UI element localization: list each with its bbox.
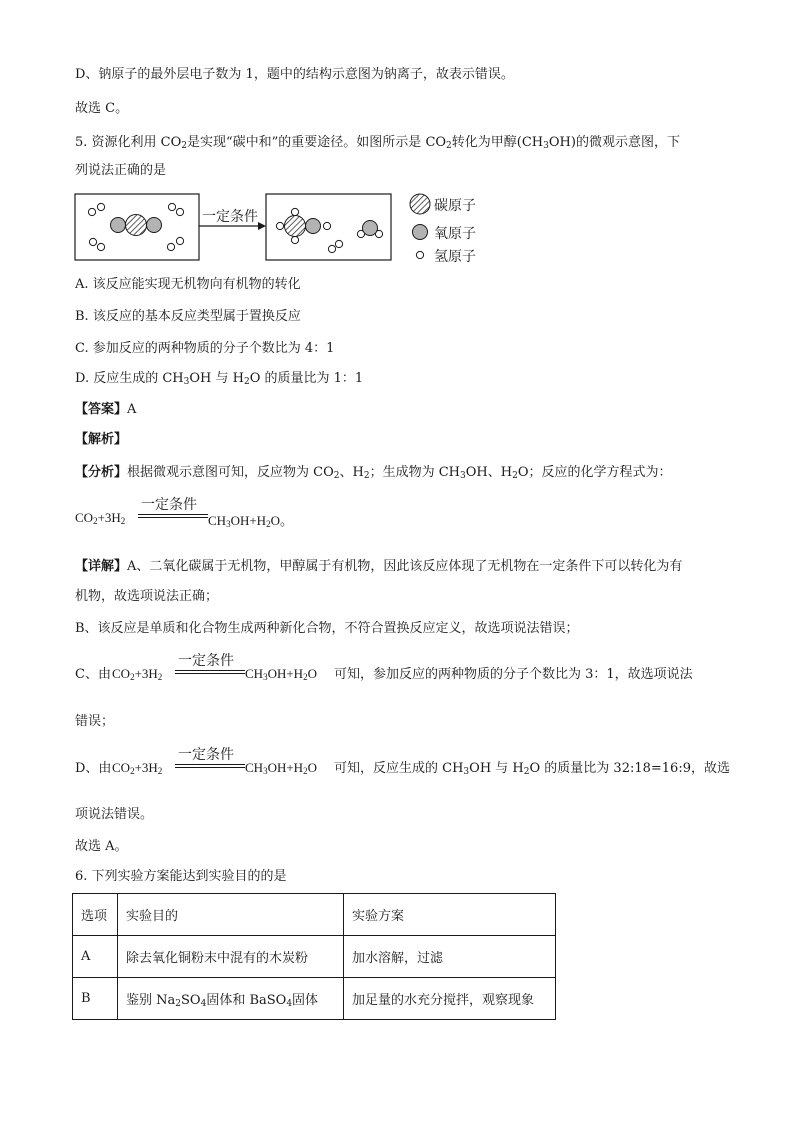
- legend-hydrogen-label: 氢原子: [434, 249, 476, 265]
- hydrogen-atom-icon: [328, 245, 335, 252]
- chemical-equation-c: $CO_2+3H_2$ 一定条件 $CH_3OH+H_2O$: [112, 654, 317, 682]
- cell-option: A: [73, 936, 118, 978]
- analysis-heading: 【解析】: [75, 432, 128, 447]
- detail-d-prefix: D、由: [75, 761, 112, 776]
- question-5-stem: 5. 资源化利用 $CO_2$是实现“碳中和”的重要途径。如图所示是 $CO_2$转化为甲醇$(CH_3OH)$的微观示意图，下: [75, 135, 680, 151]
- hydrogen-atom-icon: [88, 208, 95, 215]
- option-c: C. 参加反应的两种物质的分子个数比为 4：1: [75, 341, 335, 356]
- hydrogen-atom-icon: [291, 208, 298, 215]
- question-6-stem: 6. 下列实验方案能达到实验目的的是: [75, 869, 287, 884]
- legend-oxygen-label: 氧原子: [434, 226, 476, 242]
- option-b: B. 该反应的基本反应类型属于置换反应: [75, 309, 301, 324]
- hydrogen-atom-icon: [291, 236, 298, 243]
- fenxi-line: 【分析】根据微观示意图可知，反应物为 $CO_2$、$H_2$；生成物为 $CH_3OH$、$H_2O$；反应的化学方程式为：: [75, 465, 672, 481]
- header-option: 选项: [73, 894, 118, 936]
- oxygen-atom-icon: [363, 221, 378, 236]
- answer: 【答案】A: [75, 402, 137, 417]
- hydrogen-atom-icon: [416, 251, 423, 258]
- oxygen-atom-icon: [413, 225, 428, 240]
- hydrogen-atom-icon: [176, 208, 183, 215]
- header-plan: 实验方案: [344, 894, 556, 936]
- header-purpose: 实验目的: [118, 894, 344, 936]
- hydrogen-atom-icon: [97, 243, 104, 250]
- arrow-condition-label: 一定条件: [202, 209, 258, 225]
- table-row: [73, 978, 556, 1020]
- hydrogen-atom-icon: [176, 237, 183, 244]
- detail-d-suffix: 可知，反应生成的 $CH_3OH$ 与 $H_2O$ 的质量比为 32:18=16:9，故选: [334, 761, 730, 777]
- detail-c-suffix: 可知，参加反应的两种物质的分子个数比为 3：1，故选项说法: [334, 667, 693, 682]
- detail-a-line2: 机物，故选项说法正确；: [75, 589, 219, 604]
- option-d-explanation: D、钠原子的最外层电子数为 1，题中的结构示意图为钠离子，故表示错误。: [75, 67, 514, 82]
- detail-c-prefix: C、由: [75, 667, 111, 682]
- hydrogen-atom-icon: [335, 240, 342, 247]
- hydrogen-atom-icon: [97, 203, 104, 210]
- arrow-head-icon: [258, 222, 266, 230]
- oxygen-atom-icon: [111, 218, 126, 233]
- detail-a-line1: 【详解】A、二氧化碳属于无机物，甲醇属于有机物，因此该反应体现了无机物在一定条件下可以转化为有: [75, 559, 683, 574]
- chemical-equation-d: $CO_2+3H_2$ 一定条件 $CH_3OH+H_2O$: [112, 748, 317, 776]
- cell-option: B: [73, 978, 118, 1020]
- hydrogen-atom-icon: [89, 238, 96, 245]
- cell-purpose: 除去氧化铜粉末中混有的木炭粉: [118, 936, 344, 978]
- detail-b: B、该反应是单质和化合物生成两种新化合物，不符合置换反应定义，故选项说法错误；: [75, 621, 579, 636]
- chemical-equation: $CO_2+3H_2$ 一定条件 $CH_3OH+H_2O$。: [75, 498, 293, 529]
- legend-icons: [406, 190, 436, 265]
- legend-carbon-label: 碳原子: [434, 198, 476, 214]
- cell-purpose: 鉴别 $Na_2SO_4$固体和 BaSO$_4$固体: [118, 978, 344, 1020]
- cell-plan: 加水溶解，过滤: [344, 936, 556, 978]
- hydrogen-atom-icon: [168, 203, 175, 210]
- choose-c: 故选 C。: [75, 101, 129, 116]
- hydrogen-atom-icon: [167, 243, 174, 250]
- experiment-table: [72, 893, 556, 1020]
- hydrogen-atom-icon: [323, 222, 330, 229]
- oxygen-atom-icon: [147, 218, 162, 233]
- oxygen-atom-icon: [306, 219, 321, 234]
- question-5-stem-line2: 列说法正确的是: [75, 163, 167, 178]
- cell-plan: 加足量的水充分搅拌，观察现象: [344, 978, 556, 1020]
- option-d: D. 反应生成的 $CH_3OH$ 与 $H_2O$ 的质量比为 1：1: [75, 371, 364, 387]
- carbon-atom-icon: [410, 194, 430, 214]
- table-row: [73, 936, 556, 978]
- carbon-atom-icon: [285, 216, 306, 237]
- carbon-atom-icon: [126, 215, 147, 236]
- option-a: A. 该反应能实现无机物向有机物的转化: [75, 277, 301, 292]
- choose-a: 故选 A。: [75, 839, 128, 854]
- table-header-row: [73, 894, 556, 936]
- detail-c-line2: 错误；: [75, 714, 115, 729]
- detail-d-line2: 项说法错误。: [75, 807, 154, 822]
- hydrogen-atom-icon: [276, 222, 283, 229]
